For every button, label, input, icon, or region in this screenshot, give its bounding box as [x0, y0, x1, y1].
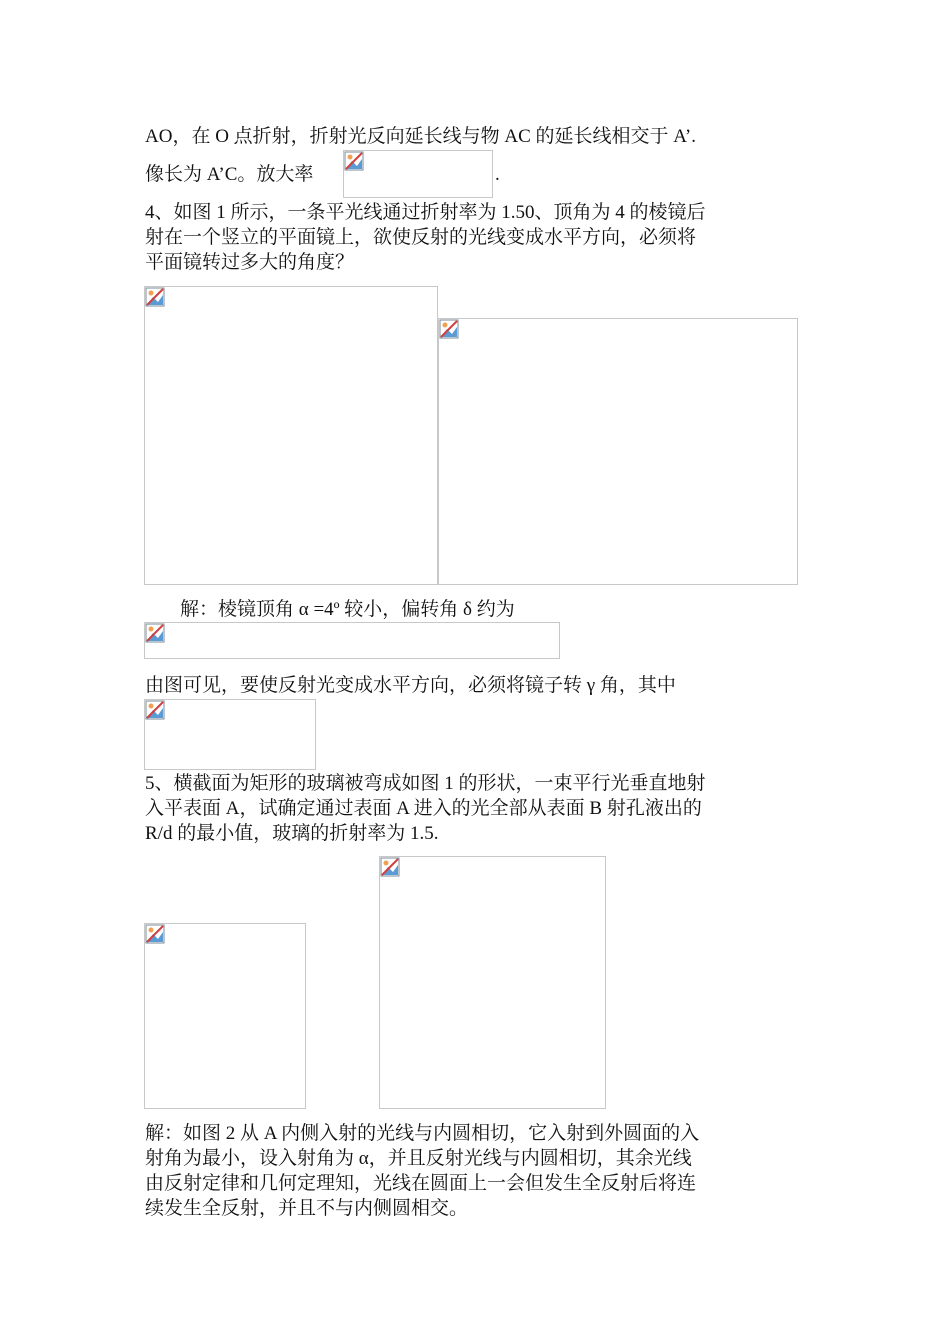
broken-image-icon	[145, 287, 165, 307]
figure-image	[379, 856, 606, 1109]
text-line: AO，在 O 点折射，折射光反向延长线与物 AC 的延长线相交于 A’.	[145, 126, 697, 147]
problem-5-line-2: 入平表面 A，试确定通过表面 A 进入的光全部从表面 B 射孔液出的	[145, 798, 702, 819]
figure-image	[144, 923, 306, 1109]
broken-image-icon	[145, 700, 165, 720]
problem-5-line-1: 5、横截面为矩形的玻璃被弯成如图 1 的形状，一束平行光垂直地射	[145, 773, 706, 794]
formula-image	[343, 150, 493, 198]
solution-5-line-2: 射角为最小，设入射角为 α，并且反射光线与内圆相切，其余光线	[145, 1148, 692, 1169]
figure-image	[144, 286, 438, 585]
solution-5-line-3: 由反射定律和几何定理知，光线在圆面上一会但发生全反射后将连	[145, 1173, 697, 1194]
broken-image-icon	[145, 924, 165, 944]
formula-image	[144, 699, 316, 770]
figure-image	[438, 318, 798, 585]
problem-5-line-3: R/d 的最小值，玻璃的折射率为 1.5.	[145, 823, 439, 844]
broken-image-icon	[145, 623, 165, 643]
problem-4-line-2: 射在一个竖立的平面镜上，欲使反射的光线变成水平方向，必须将	[145, 227, 697, 248]
period-text: .	[495, 164, 500, 185]
solution-5-line-4: 续发生全反射，并且不与内侧圆相交。	[145, 1198, 469, 1219]
formula-image	[144, 622, 560, 659]
problem-4-line-1: 4、如图 1 所示，一条平光线通过折射率为 1.50、顶角为 4 的棱镜后	[145, 202, 706, 223]
solution-4-line-2: 由图可见，要使反射光变成水平方向，必须将镜子转 γ 角，其中	[145, 675, 676, 696]
solution-5-line-1: 解：如图 2 从 A 内侧入射的光线与内圆相切，它入射到外圆面的入	[145, 1123, 700, 1144]
broken-image-icon	[344, 151, 364, 171]
problem-4-line-3: 平面镜转过多大的角度？	[145, 252, 355, 273]
text-line: 像长为 A’C。放大率	[145, 164, 314, 185]
broken-image-icon	[439, 319, 459, 339]
solution-4-line-1: 解：棱镜顶角 α =4º 较小，偏转角 δ 约为	[180, 599, 515, 620]
broken-image-icon	[380, 857, 400, 877]
